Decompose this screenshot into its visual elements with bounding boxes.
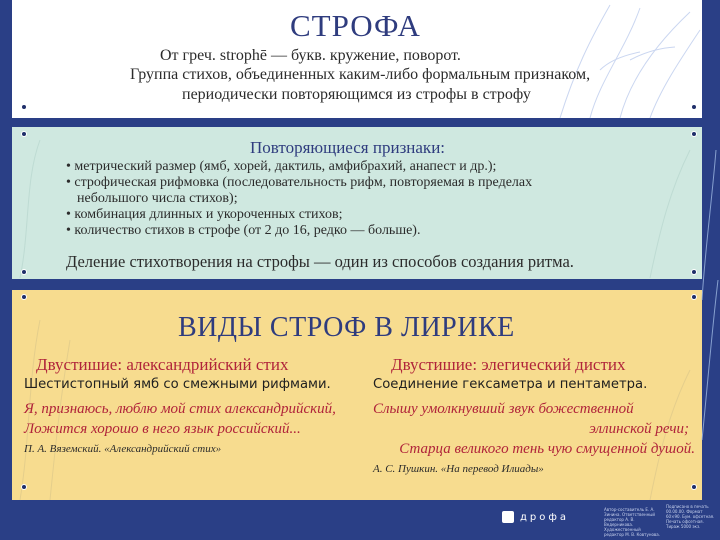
elegiac-heading: Двустишие: элегический дистих	[391, 355, 626, 374]
alexandrine-heading: Двустишие: александрийский стих	[36, 355, 289, 374]
page-title: СТРОФА	[290, 8, 421, 43]
etymology-line: От греч. strophē — букв. кружение, поворот.	[160, 47, 461, 64]
bullet-icon: •	[66, 175, 71, 190]
pin	[21, 104, 27, 110]
alexandrine-definition: Шестистопный ямб со смежными рифмами.	[24, 377, 331, 392]
footer-print-info: Подписано в печать 00.00.00. Формат 60×90. Бум. офсетная. Печать офсетная. Тираж 5000 экз.	[666, 504, 715, 529]
bullet-icon: •	[66, 223, 71, 238]
types-title: ВИДЫ СТРОФ В ЛИРИКЕ	[178, 312, 515, 343]
verse-line: Ложится хорошо в него язык российский...	[24, 421, 301, 437]
bullet-icon: •	[66, 159, 71, 174]
list-item	[66, 223, 626, 239]
verse-attribution: А. С. Пушкин. «На перевод Илиады»	[373, 463, 544, 475]
pin	[21, 131, 27, 137]
footer-credits: Автор-составитель Е. А. Зинина. Ответственный редактор А. В. Ведерникова. Художественный редактор М. В. Ковтунова.	[604, 507, 660, 537]
publisher-name: дрофа	[520, 511, 570, 523]
list-item-text: метрический размер (ямб, хорей, дактиль, амфибрахий, анапест и др.);	[74, 159, 497, 174]
pin	[691, 269, 697, 275]
features-list	[66, 159, 626, 239]
list-item-text: небольшого числа стихов);	[77, 191, 238, 206]
verse-line: Я, признаюсь, люблю мой стих александрийский,	[24, 401, 336, 417]
list-item-text: количество стихов в строфе (от 2 до 16, редко — больше).	[74, 223, 421, 238]
definition-line-2: периодически повторяющимся из строфы в строфу	[182, 86, 531, 103]
bullet-icon: •	[66, 207, 71, 222]
list-item	[66, 207, 626, 223]
list-item-text: строфическая рифмовка (последовательность рифм, повторяемая в пределах	[74, 175, 533, 190]
features-conclusion: Деление стихотворения на строфы — один из способов создания ритма.	[66, 252, 574, 271]
publisher-logo	[502, 511, 569, 523]
pin	[691, 131, 697, 137]
pin	[21, 484, 27, 490]
verse-line: эллинской речи;	[589, 421, 689, 437]
pin	[21, 269, 27, 275]
list-item	[66, 159, 626, 175]
list-item-text: комбинация длинных и укороченных стихов;	[74, 207, 343, 222]
bird-logo-icon	[502, 511, 514, 523]
pin	[691, 484, 697, 490]
features-title: Повторяющиеся признаки:	[250, 138, 446, 157]
list-item	[66, 175, 626, 191]
elegiac-definition: Соединение гексаметра и пентаметра.	[373, 377, 648, 392]
pin	[691, 104, 697, 110]
alexandrine-column	[24, 355, 364, 455]
definition-line-1: Группа стихов, объединенных каким-либо формальным признаком,	[130, 66, 591, 83]
verse-attribution: П. А. Вяземский. «Александрийский стих»	[24, 443, 222, 455]
pin	[21, 294, 27, 300]
verse-line: Старца великого тень чую смущенной душой.	[399, 441, 695, 457]
list-item	[66, 191, 626, 207]
elegiac-column	[373, 355, 695, 475]
verse-line: Слышу умолкнувший звук божественной	[373, 401, 634, 417]
pin	[691, 294, 697, 300]
